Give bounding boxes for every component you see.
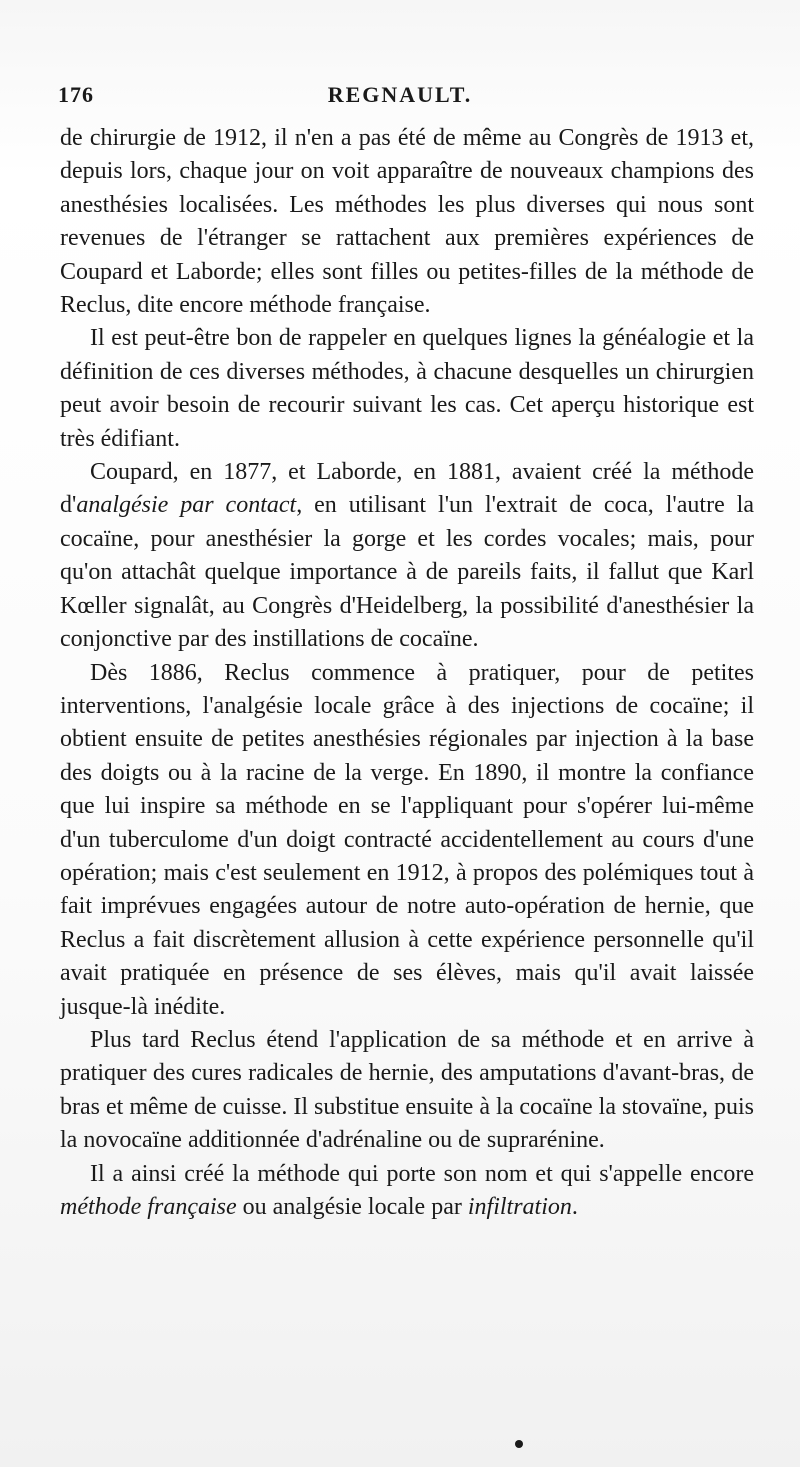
paragraph-4 bbox=[60, 657, 754, 1024]
paragraph-6-italic-method: méthode française bbox=[60, 1194, 237, 1220]
paragraph-6-italic-infiltration: infiltration bbox=[467, 1194, 572, 1220]
paragraph-5 bbox=[60, 1024, 754, 1158]
paragraph-3-text-after: , en utilisant l'un l'extrait de coca, l'autre la cocaïne, pour anesthésier la gorge et les cordes vocales; mais, pour qu'on attachât quelque importance à de pareils faits, il fallut que Karl Kœller signalât, au Congrès d'Heidelberg, la possibilité d'anesthésier la conjonctive par des instillations de cocaïne. bbox=[60, 492, 754, 653]
paragraph-1 bbox=[60, 122, 754, 322]
paragraph-3 bbox=[60, 456, 754, 656]
body-text bbox=[60, 122, 754, 1224]
paragraph-4-text: Dès 1886, Reclus commence à pratiquer, pour de petites interventions, l'analgésie locale grâce à des injections de cocaïne; il obtient ensuite de petites anesthésies régionales par injection à la base des doigts ou à la racine de la verge. En 1890, il montre la confiance que lui inspire sa méthode en se l'appliquant pour s'opérer lui-même d'un tuberculome d'un doigt contracté accidentellement au cours d'une opération; mais c'est seulement en 1912, à propos des polémiques tout à fait imprévues engagées autour de notre auto-opération de hernie, que Reclus a fait discrètement allusion à cette expérience personnelle qu'il avait pratiquée en présence de ses élèves, mais qu'il avait laissée jusque-là inédite. bbox=[60, 659, 754, 1020]
running-title: REGNAULT. bbox=[327, 82, 473, 107]
paragraph-6 bbox=[60, 1158, 754, 1225]
paragraph-2-text: Il est peut-être bon de rappeler en quelques lignes la généalogie et la définition de ces diverses méthodes, à chacune desquelles un chirurgien peut avoir besoin de recourir suivant les cas. Cet aperçu historique est très édifiant. bbox=[60, 325, 754, 452]
paragraph-5-text: Plus tard Reclus étend l'application de sa méthode et en arrive à pratiquer des cures radicales de hernie, des amputations d'avant-bras, de bras et même de cuisse. Il substitue ensuite à la cocaïne la stovaïne, puis la novocaïne additionnée d'adrénaline ou de suprarénine. bbox=[60, 1026, 754, 1154]
page-number: 176 bbox=[58, 82, 94, 107]
paragraph-1-text: de chirurgie de 1912, il n'en a pas été de même au Congrès de 1913 et, depuis lors, chaque jour on voit apparaître de nouveaux champions des anesthésies localisées. Les méthodes les plus diverses qui nous sont revenues de l'étranger se rattachent aux premières expériences de Coupard et Laborde; elles sont filles ou petites-filles de la méthode de Reclus, dite encore méthode française. bbox=[60, 125, 754, 319]
paragraph-6-text-before: Il a ainsi créé la méthode qui porte son nom et qui s'appelle encore bbox=[90, 1160, 754, 1187]
paragraph-3-text-before: Coupard, en 1877, et Laborde, en 1881, avaient créé la méthode d' bbox=[60, 459, 754, 519]
paragraph-2 bbox=[60, 322, 754, 456]
ink-dot-mark bbox=[515, 1440, 523, 1448]
paragraph-3-italic-phrase: analgésie par contact bbox=[76, 492, 297, 519]
running-head bbox=[58, 78, 742, 112]
paragraph-6-text-middle: ou analgésie locale par bbox=[236, 1194, 468, 1220]
paragraph-6-text-end: . bbox=[571, 1194, 578, 1220]
